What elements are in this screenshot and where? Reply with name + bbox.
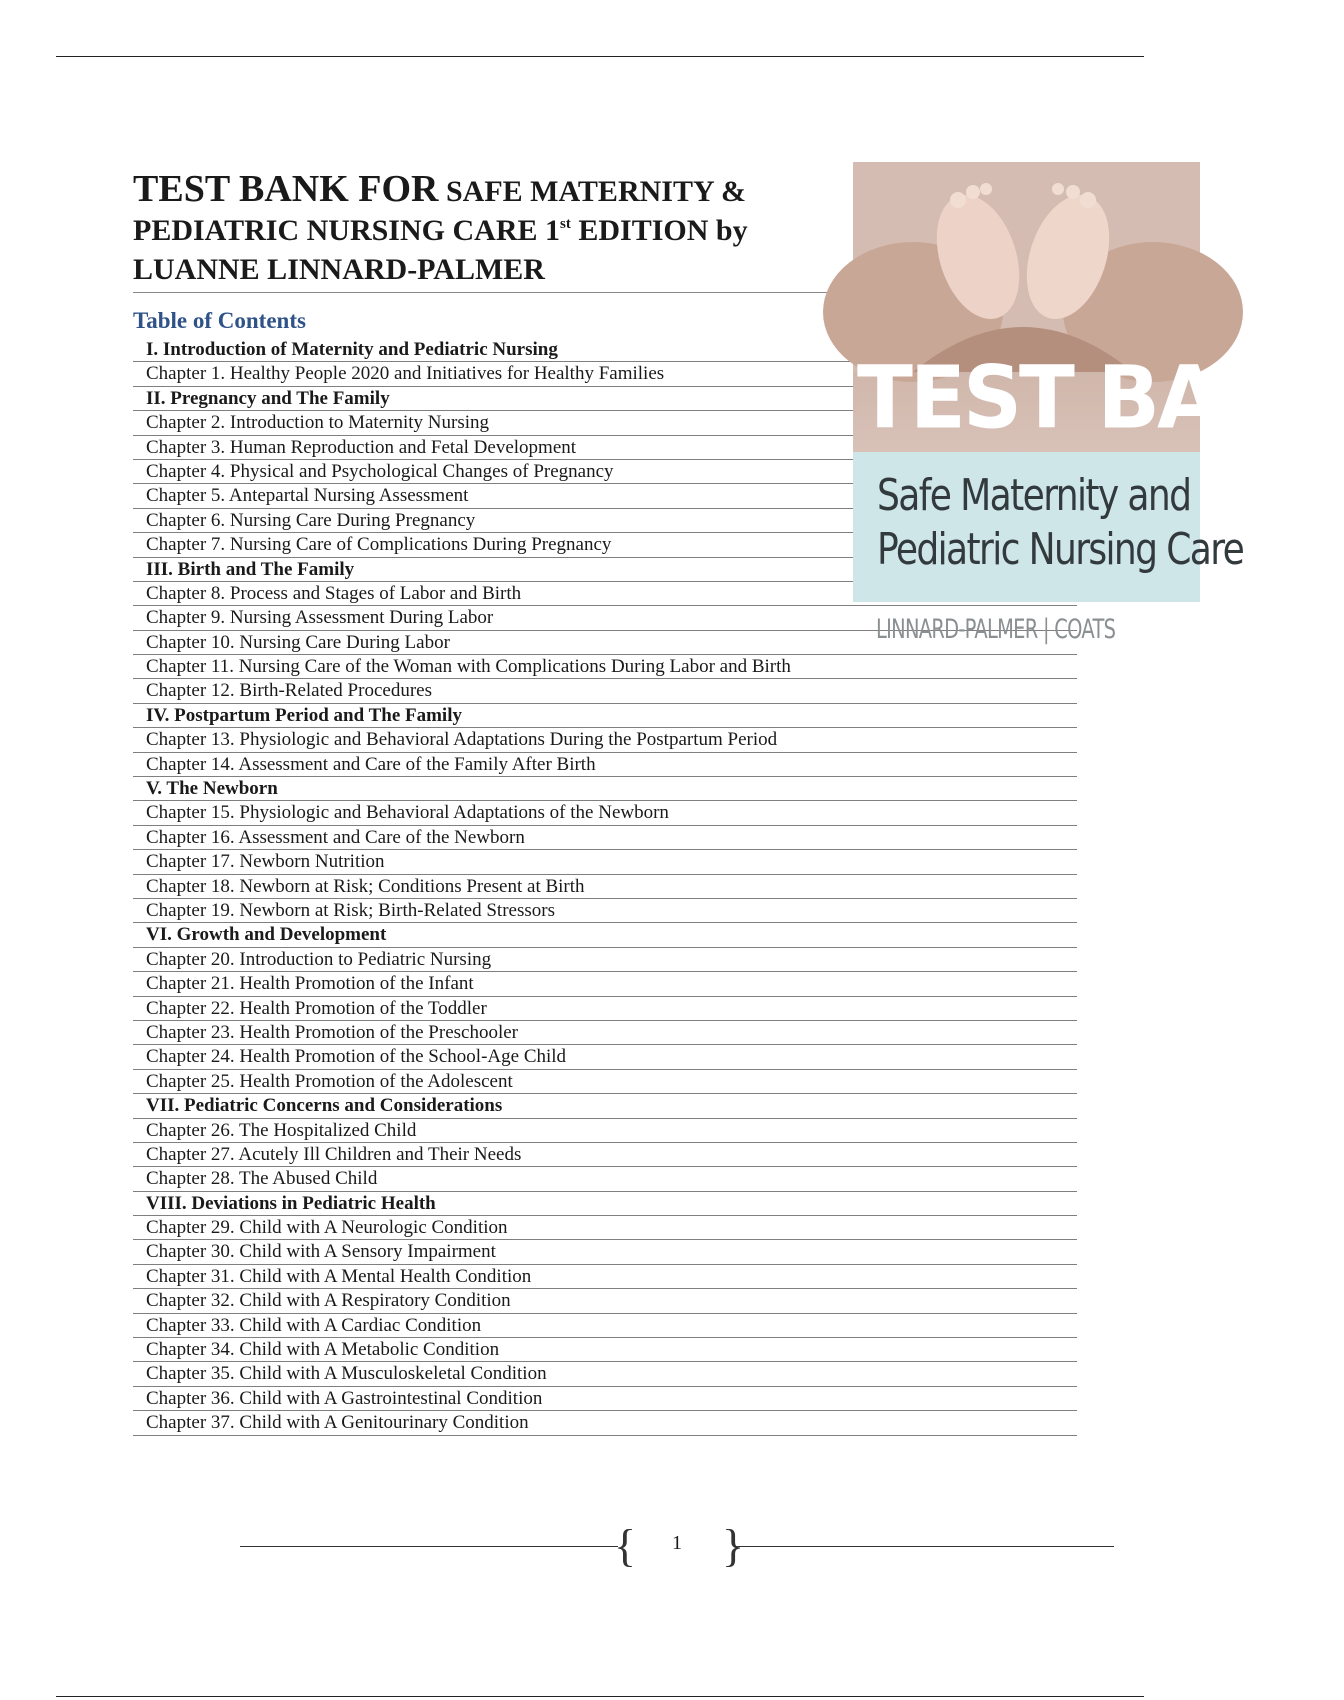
title-line-3: LUANNE LINNARD-PALMER — [133, 253, 545, 286]
title-line-2-main: PEDIATRIC NURSING CARE 1 — [133, 214, 560, 247]
toc-chapter-entry: Chapter 15. Physiologic and Behavioral Adaptations of the Newborn — [133, 801, 1077, 825]
cover-banner-text: TEST BANK — [857, 348, 1344, 449]
toc-chapter-entry: Chapter 27. Acutely Ill Children and Their Needs — [133, 1143, 1077, 1167]
toc-chapter-entry: Chapter 17. Newborn Nutrition — [133, 850, 1077, 874]
toc-chapter-entry: Chapter 36. Child with A Gastrointestinal Condition — [133, 1387, 1077, 1411]
document-title — [133, 170, 853, 289]
toc-part-heading: IV. Postpartum Period and The Family — [133, 704, 1077, 728]
toc-chapter-entry: Chapter 3. Human Reproduction and Fetal Development — [133, 436, 1077, 460]
toc-chapter-entry: Chapter 35. Child with A Musculoskeletal Condition — [133, 1362, 1077, 1386]
toc-chapter-entry: Chapter 25. Health Promotion of the Adolescent — [133, 1070, 1077, 1094]
toc-chapter-entry: Chapter 13. Physiologic and Behavioral Adaptations During the Postpartum Period — [133, 728, 1077, 752]
top-rule — [56, 56, 1144, 57]
toc-chapter-entry: Chapter 29. Child with A Neurologic Condition — [133, 1216, 1077, 1240]
toc-chapter-entry: Chapter 12. Birth-Related Procedures — [133, 679, 1077, 703]
toc-chapter-entry: Chapter 11. Nursing Care of the Woman with Complications During Labor and Birth — [133, 655, 1077, 679]
toc-chapter-entry: Chapter 26. The Hospitalized Child — [133, 1119, 1077, 1143]
cover-title-line-1: Safe Maternity and — [877, 470, 1191, 521]
title-underline — [133, 292, 853, 293]
toc-chapter-entry: Chapter 30. Child with A Sensory Impairment — [133, 1240, 1077, 1264]
toc-part-heading: III. Birth and The Family — [133, 558, 1077, 582]
toc-part-heading: I. Introduction of Maternity and Pediatric Nursing — [133, 338, 1077, 362]
toc-heading: Table of Contents — [133, 308, 306, 333]
toc-chapter-entry: Chapter 16. Assessment and Care of the Newborn — [133, 826, 1077, 850]
toc-chapter-entry: Chapter 5. Antepartal Nursing Assessment — [133, 484, 1077, 508]
footer-rule-right — [736, 1546, 1114, 1547]
toc-chapter-entry: Chapter 19. Newborn at Risk; Birth-Related Stressors — [133, 899, 1077, 923]
title-line-1 — [133, 170, 853, 211]
toc-chapter-entry: Chapter 23. Health Promotion of the Preschooler — [133, 1021, 1077, 1045]
cover-title-line-2: Pediatric Nursing Care — [877, 524, 1244, 575]
toc-chapter-entry: Chapter 22. Health Promotion of the Toddler — [133, 997, 1077, 1021]
toc-chapter-entry: Chapter 24. Health Promotion of the School-Age Child — [133, 1045, 1077, 1069]
toc-part-heading: VI. Growth and Development — [133, 923, 1077, 947]
toc-chapter-entry: Chapter 8. Process and Stages of Labor and Birth — [133, 582, 1077, 606]
toc-chapter-entry: Chapter 7. Nursing Care of Complications During Pregnancy — [133, 533, 1077, 557]
bottom-rule — [56, 1696, 1144, 1697]
toc-chapter-entry: Chapter 2. Introduction to Maternity Nursing — [133, 411, 1077, 435]
baby-feet-photo — [853, 162, 1200, 372]
toc-chapter-entry: Chapter 6. Nursing Care During Pregnancy — [133, 509, 1077, 533]
toc-chapter-entry: Chapter 34. Child with A Metabolic Condition — [133, 1338, 1077, 1362]
toc-chapter-entry: Chapter 4. Physical and Psychological Changes of Pregnancy — [133, 460, 1077, 484]
footer-rule-left — [240, 1546, 618, 1547]
toc-part-heading: II. Pregnancy and The Family — [133, 387, 1077, 411]
title-line-2 — [133, 211, 853, 250]
book-cover-image — [853, 162, 1344, 602]
page-number: 1 — [672, 1532, 682, 1554]
toc-chapter-entry: Chapter 33. Child with A Cardiac Condition — [133, 1314, 1077, 1338]
right-brace-icon: } — [722, 1520, 745, 1571]
toc-chapter-entry: Chapter 32. Child with A Respiratory Condition — [133, 1289, 1077, 1313]
toc-chapter-entry: Chapter 37. Child with A Genitourinary Condition — [133, 1411, 1077, 1435]
left-brace-icon: { — [614, 1520, 637, 1571]
toc-chapter-entry: Chapter 31. Child with A Mental Health Condition — [133, 1265, 1077, 1289]
toc-part-heading: VIII. Deviations in Pediatric Health — [133, 1192, 1077, 1216]
toc-chapter-entry: Chapter 18. Newborn at Risk; Conditions Present at Birth — [133, 875, 1077, 899]
toc-chapter-entry: Chapter 1. Healthy People 2020 and Initiatives for Healthy Families — [133, 362, 1077, 386]
cover-authors: LINNARD-PALMER | COATS — [876, 614, 1116, 645]
title-superscript: st — [560, 216, 571, 232]
title-line-1-rest: SAFE MATERNITY & — [445, 175, 746, 208]
toc-chapter-entry: Chapter 9. Nursing Assessment During Labor — [133, 606, 1077, 630]
toc-chapter-entry: Chapter 21. Health Promotion of the Infant — [133, 972, 1077, 996]
title-line-2-end: EDITION by — [578, 214, 748, 247]
toc-chapter-entry: Chapter 10. Nursing Care During Labor — [133, 631, 1077, 655]
toc-chapter-entry: Chapter 28. The Abused Child — [133, 1167, 1077, 1191]
toc-part-heading: VII. Pediatric Concerns and Considerations — [133, 1094, 1077, 1118]
toc-chapter-entry: Chapter 14. Assessment and Care of the Family After Birth — [133, 753, 1077, 777]
title-lead: TEST BANK FOR — [133, 168, 439, 210]
toc-chapter-entry: Chapter 20. Introduction to Pediatric Nursing — [133, 948, 1077, 972]
toc-part-heading: V. The Newborn — [133, 777, 1077, 801]
